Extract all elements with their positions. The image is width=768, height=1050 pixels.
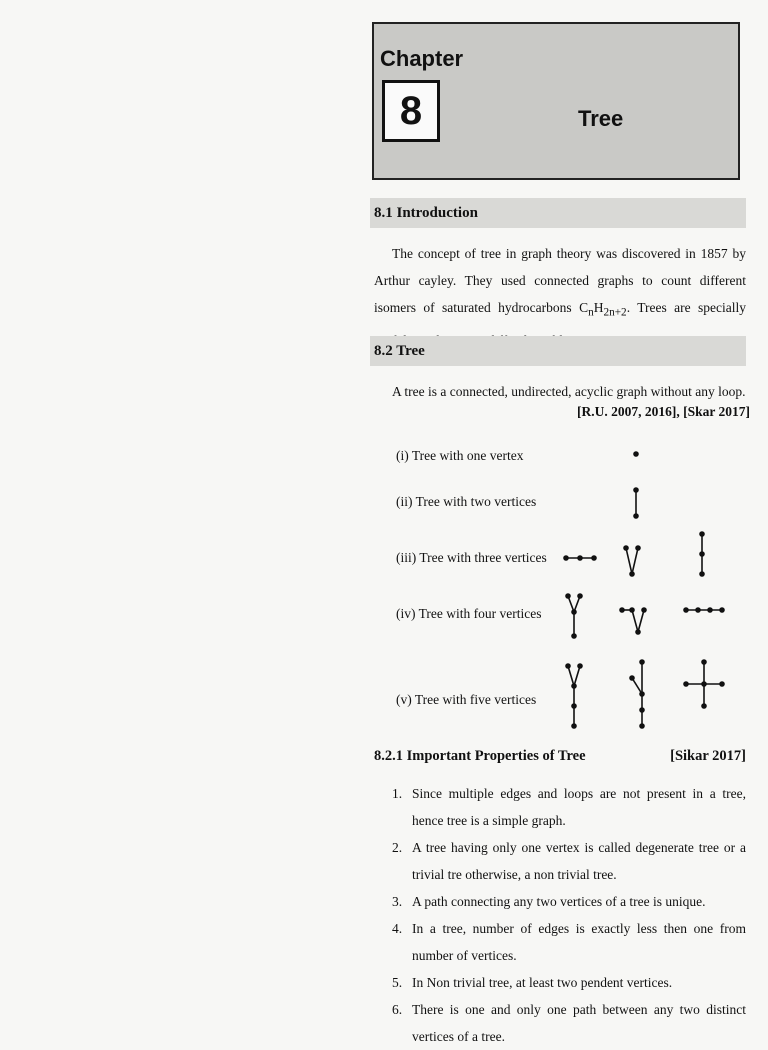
chapter-title: Tree xyxy=(578,106,624,131)
tree-two-vertices xyxy=(634,488,638,518)
subscript-n: n xyxy=(588,306,594,319)
list-item: 6. There is one and only one path between any two distinct vertices of a tree. xyxy=(392,1002,746,1044)
tree-diagrams xyxy=(370,440,750,740)
example-label-five-vertices: (v) Tree with five vertices xyxy=(396,692,537,707)
tree-five-vertices-branch xyxy=(630,660,644,728)
section-heading-introduction: 8.1 Introduction xyxy=(370,198,746,228)
list-item: 4. In a tree, number of edges is exactly less then one from number of vertices. xyxy=(392,921,746,963)
example-label-two-vertices: (ii) Tree with two vertices xyxy=(396,494,537,509)
example-label-four-vertices: (iv) Tree with four vertices xyxy=(396,606,542,621)
list-item: 1. Since multiple edges and loops are not present in a tree, hence tree is a simple graph. xyxy=(392,786,746,828)
tree-reference: [R.U. 2007, 2016], [Skar 2017] xyxy=(577,404,750,419)
tree-one-vertex xyxy=(634,452,638,456)
tree-four-vertices-y xyxy=(566,594,582,638)
chapter-label: Chapter xyxy=(380,46,464,71)
list-item: 2. A tree having only one vertex is called degenerate tree or a trivial tre otherwise, a non trivial tree. xyxy=(392,840,746,882)
tree-five-vertices-y xyxy=(566,664,582,728)
tree-three-vertices-vertical xyxy=(700,532,704,576)
properties-list xyxy=(370,780,746,1050)
tree-four-vertices-path xyxy=(684,608,724,612)
tree-three-vertices-path xyxy=(564,556,596,560)
chapter-number: 8 xyxy=(382,80,440,142)
tree-definition: A tree is a connected, undirected, acyclic graph without any loop. xyxy=(392,384,746,399)
subscript-2n2: 2n+2 xyxy=(603,306,627,319)
tree-four-vertices-hook xyxy=(620,608,646,634)
example-label-one-vertex: (i) Tree with one vertex xyxy=(396,448,524,463)
list-item: 3. A path connecting any two vertices of a tree is unique. xyxy=(392,894,706,909)
textbook-page xyxy=(370,0,750,1044)
intro-tail: . Trees are specially xyxy=(626,300,746,315)
section-heading-tree: 8.2 Tree xyxy=(370,336,746,366)
list-item: 5. In Non trivial tree, at least two pendent vertices. xyxy=(392,975,673,990)
properties-heading: 8.2.1 Important Properties of Tree xyxy=(374,748,586,764)
example-label-three-vertices: (iii) Tree with three vertices xyxy=(396,550,547,565)
properties-reference: [Sikar 2017] xyxy=(670,748,746,764)
intro-mid: H xyxy=(593,300,604,315)
intro-text: The concept of tree in graph theory was discovered in 1857 by Arthur cayley. They used connected graphs to count different isomers of saturated hydrocarbons C xyxy=(374,246,746,315)
tree-three-vertices-v xyxy=(624,546,640,576)
tree-five-vertices-cross xyxy=(684,660,724,708)
chapter-header xyxy=(372,22,740,180)
